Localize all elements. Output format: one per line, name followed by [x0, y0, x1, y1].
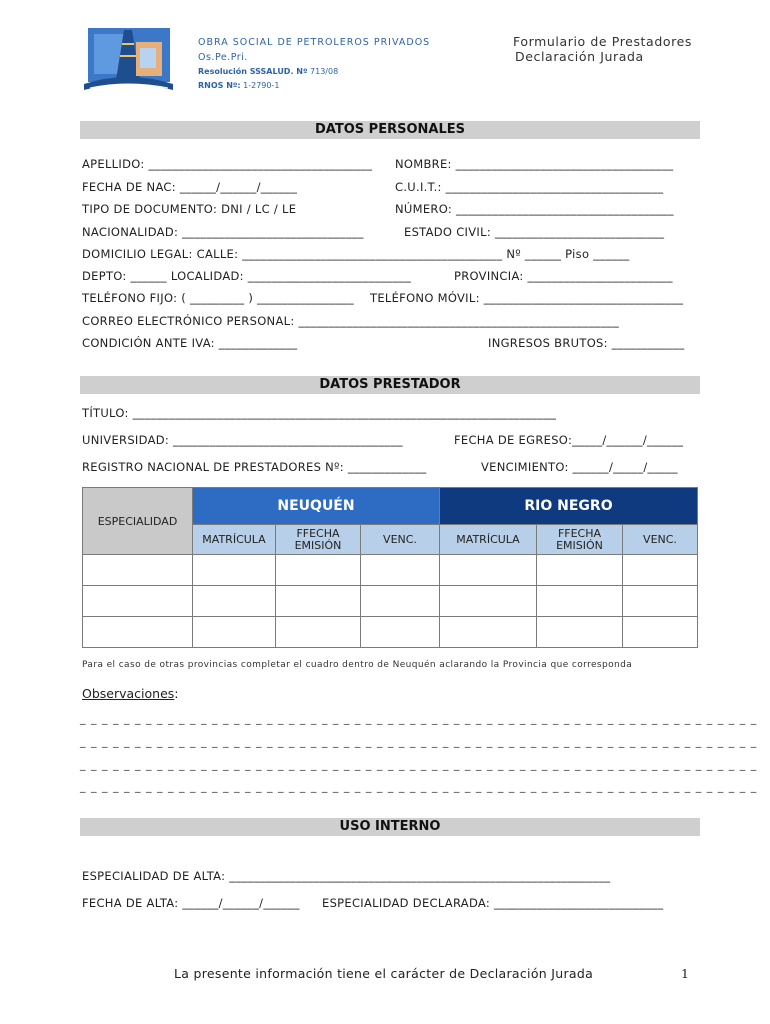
- table-cell[interactable]: [440, 617, 537, 648]
- fecha-emision-line1: FFECHA: [296, 526, 340, 540]
- table-cell[interactable]: [193, 555, 276, 586]
- correo-field[interactable]: CORREO ELECTRÓNICO PERSONAL: _____________________________________________________: [82, 314, 620, 328]
- rio-negro-fecha-emision-header: [537, 525, 623, 555]
- section-datos-personales: DATOS PERSONALES: [80, 121, 700, 139]
- fecha-egreso-field[interactable]: FECHA DE EGRESO:_____/______/______: [454, 433, 684, 447]
- table-cell[interactable]: [440, 586, 537, 617]
- neuquen-fecha-emision-header: [276, 525, 361, 555]
- resolucion-line: [198, 67, 338, 76]
- rnos-line: [198, 81, 279, 90]
- neuquen-matricula-header: MATRÍCULA: [193, 525, 276, 555]
- fecha-emision-line1: FFECHA: [557, 526, 602, 540]
- observaciones-colon: :: [174, 686, 179, 701]
- table-cell[interactable]: [440, 555, 537, 586]
- universidad-field[interactable]: UNIVERSIDAD: ______________________________________: [82, 433, 403, 447]
- nombre-field[interactable]: NOMBRE: ____________________________________: [395, 157, 674, 171]
- fecha-emision-line2: EMISIÓN: [294, 538, 342, 552]
- table-cell[interactable]: [193, 617, 276, 648]
- footer-declaration: La presente información tiene el carácter de Declaración Jurada: [174, 966, 594, 981]
- section-datos-prestador: DATOS PRESTADOR: [80, 376, 700, 394]
- org-name: OBRA SOCIAL DE PETROLEROS PRIVADOS: [198, 37, 431, 48]
- form-title: Formulario de Prestadores: [513, 34, 692, 49]
- table-cell[interactable]: [361, 586, 440, 617]
- table-row: [83, 586, 698, 617]
- table-cell[interactable]: [361, 555, 440, 586]
- table-cell[interactable]: [276, 586, 361, 617]
- fecha-emision-line2: EMISIÓN: [556, 538, 603, 552]
- registro-prestadores-field[interactable]: REGISTRO NACIONAL DE PRESTADORES Nº: _____________: [82, 460, 427, 474]
- observaciones-line[interactable]: _ _ _ _ _ _ _ _ _ _ _ _ _ _ _ _ _ _ _ _ _ _ _ _ _ _ _ _ _ _ _ _ _ _ _ _ _ _ _ _ _ _ _ _ _ _ _ _ _ _ _ _ _ _ _ _ _ _ _ _ _ _: [80, 735, 758, 748]
- rio-negro-matricula-header: MATRÍCULA: [440, 525, 537, 555]
- oil-derrick-logo: [80, 22, 177, 95]
- table-cell[interactable]: [623, 617, 698, 648]
- telefono-movil-field[interactable]: TELÉFONO MÓVIL: _________________________________: [370, 291, 684, 305]
- table-cell[interactable]: [83, 586, 193, 617]
- neuquen-header: NEUQUÉN: [193, 488, 440, 525]
- numero-field[interactable]: NÚMERO: ____________________________________: [395, 202, 674, 216]
- rnos-value: 1-2790-1: [240, 81, 280, 90]
- provincia-field[interactable]: PROVINCIA: ________________________: [454, 269, 673, 283]
- table-cell[interactable]: [537, 555, 623, 586]
- depto-localidad-field[interactable]: DEPTO: ______ LOCALIDAD: ___________________________: [82, 269, 412, 283]
- table-row: [83, 555, 698, 586]
- titulo-field[interactable]: TÍTULO: ______________________________________________________________________: [82, 406, 557, 420]
- form-subtitle: Declaración Jurada: [515, 49, 644, 64]
- observaciones-line[interactable]: _ _ _ _ _ _ _ _ _ _ _ _ _ _ _ _ _ _ _ _ _ _ _ _ _ _ _ _ _ _ _ _ _ _ _ _ _ _ _ _ _ _ _ _ _ _ _ _ _ _ _ _ _ _ _ _ _ _ _ _ _ _: [80, 712, 758, 725]
- vencimiento-field[interactable]: VENCIMIENTO: ______/_____/_____: [481, 460, 678, 474]
- especialidad-header: ESPECIALIDAD: [83, 488, 193, 555]
- table-cell[interactable]: [276, 555, 361, 586]
- table-cell[interactable]: [537, 617, 623, 648]
- resolucion-label: Resolución SSSALUD. Nº: [198, 67, 308, 76]
- apellido-field[interactable]: APELLIDO: _____________________________________: [82, 157, 373, 171]
- telefono-fijo-field[interactable]: TELÉFONO FIJO: ( _________ ) ________________: [82, 291, 354, 305]
- observaciones-heading: [82, 686, 179, 701]
- observaciones-line[interactable]: _ _ _ _ _ _ _ _ _ _ _ _ _ _ _ _ _ _ _ _ _ _ _ _ _ _ _ _ _ _ _ _ _ _ _ _ _ _ _ _ _ _ _ _ _ _ _ _ _ _ _ _ _ _ _ _ _ _ _ _ _ _: [80, 780, 758, 793]
- table-cell[interactable]: [276, 617, 361, 648]
- table-cell[interactable]: [623, 586, 698, 617]
- page-number: 1: [681, 966, 690, 981]
- nacionalidad-field[interactable]: NACIONALIDAD: ______________________________: [82, 225, 364, 239]
- cuit-field[interactable]: C.U.I.T.: ____________________________________: [395, 180, 664, 194]
- rio-negro-header: RIO NEGRO: [440, 488, 698, 525]
- org-short-name: Os.Pe.Pri.: [198, 52, 248, 63]
- table-row: [83, 617, 698, 648]
- neuquen-venc-header: VENC.: [361, 525, 440, 555]
- tipo-documento-field[interactable]: TIPO DE DOCUMENTO: DNI / LC / LE: [82, 202, 297, 216]
- ingresos-brutos-field[interactable]: INGRESOS BRUTOS: ____________: [488, 336, 685, 350]
- observaciones-line[interactable]: _ _ _ _ _ _ _ _ _ _ _ _ _ _ _ _ _ _ _ _ _ _ _ _ _ _ _ _ _ _ _ _ _ _ _ _ _ _ _ _ _ _ _ _ _ _ _ _ _ _ _ _ _ _ _ _ _ _ _ _ _ _: [80, 758, 758, 771]
- rio-negro-venc-header: VENC.: [623, 525, 698, 555]
- table-cell[interactable]: [83, 617, 193, 648]
- fecha-alta-field[interactable]: FECHA DE ALTA: ______/______/______: [82, 896, 300, 910]
- domicilio-field[interactable]: DOMICILIO LEGAL: CALLE: ___________________________________________ Nº ______ Piso ______: [82, 247, 630, 261]
- section-uso-interno: USO INTERNO: [80, 818, 700, 836]
- provincias-note: Para el caso de otras provincias completar el cuadro dentro de Neuquén aclarando la Provincia que corresponda: [82, 660, 633, 670]
- matriculas-table: [82, 487, 698, 648]
- condicion-iva-field[interactable]: CONDICIÓN ANTE IVA: _____________: [82, 336, 298, 350]
- table-cell[interactable]: [193, 586, 276, 617]
- estado-civil-field[interactable]: ESTADO CIVIL: ____________________________: [404, 225, 665, 239]
- especialidad-alta-field[interactable]: ESPECIALIDAD DE ALTA: _______________________________________________________________: [82, 869, 611, 883]
- resolucion-value: 713/08: [307, 67, 339, 76]
- especialidad-declarada-field[interactable]: ESPECIALIDAD DECLARADA: ____________________________: [322, 896, 664, 910]
- fecha-nac-field[interactable]: FECHA DE NAC: ______/______/______: [82, 180, 298, 194]
- rnos-label: RNOS Nº:: [198, 81, 241, 90]
- table-cell[interactable]: [83, 555, 193, 586]
- table-cell[interactable]: [623, 555, 698, 586]
- table-cell[interactable]: [361, 617, 440, 648]
- observaciones-label: Observaciones: [82, 686, 175, 701]
- table-cell[interactable]: [537, 586, 623, 617]
